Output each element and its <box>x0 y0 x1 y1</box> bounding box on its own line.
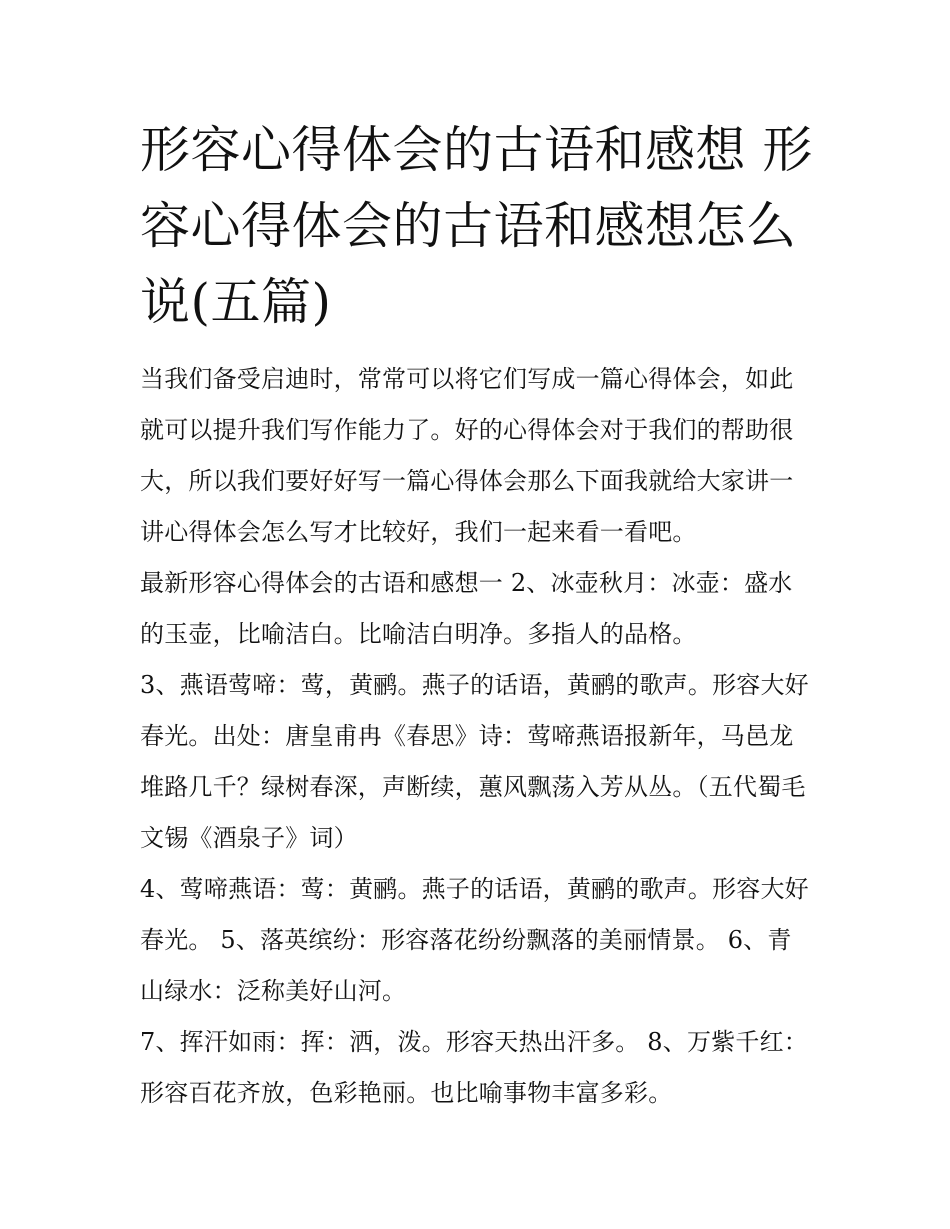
document-title: 形容心得体会的古语和感想 形容心得体会的古语和感想怎么说(五篇) <box>140 121 813 331</box>
paragraph-intro: 当我们备受启迪时，常常可以将它们写成一篇心得体会，如此就可以提升我们写作能力了。好的心得体会对于我们的帮助很大，所以我们要好好写一篇心得体会那么下面我就给大家讲一讲心得体会怎么写才比较好，我们一起来看一看吧。 <box>140 365 794 546</box>
paragraph-item-2: 最新形容心得体会的古语和感想一 2、冰壶秋月：冰壶：盛水的玉壶，比喻洁白。比喻洁白明净。多指人的品格。 <box>140 569 793 648</box>
paragraph-item-7-8: 7、挥汗如雨：挥：洒，泼。形容天热出汗多。 8、万紫千红：形容百花齐放，色彩艳丽。也比喻事物丰富多彩。 <box>140 1028 808 1107</box>
document-body <box>140 354 812 1119</box>
paragraph-item-4-6: 4、莺啼燕语：莺：黄鹂。燕子的话语，黄鹂的歌声。形容大好春光。 5、落英缤纷：形容落花纷纷飘落的美丽情景。 6、青山绿水：泛称美好山河。 <box>140 875 809 1005</box>
paragraph-item-3: 3、燕语莺啼：莺，黄鹂。燕子的话语，黄鹂的歌声。形容大好春光。出处：唐皇甫冉《春思》诗：莺啼燕语报新年，马邑龙堆路几千？绿树春深，声断续，蕙风飘荡入芳从丛。（五代蜀毛文锡《酒泉子》词） <box>140 671 809 852</box>
